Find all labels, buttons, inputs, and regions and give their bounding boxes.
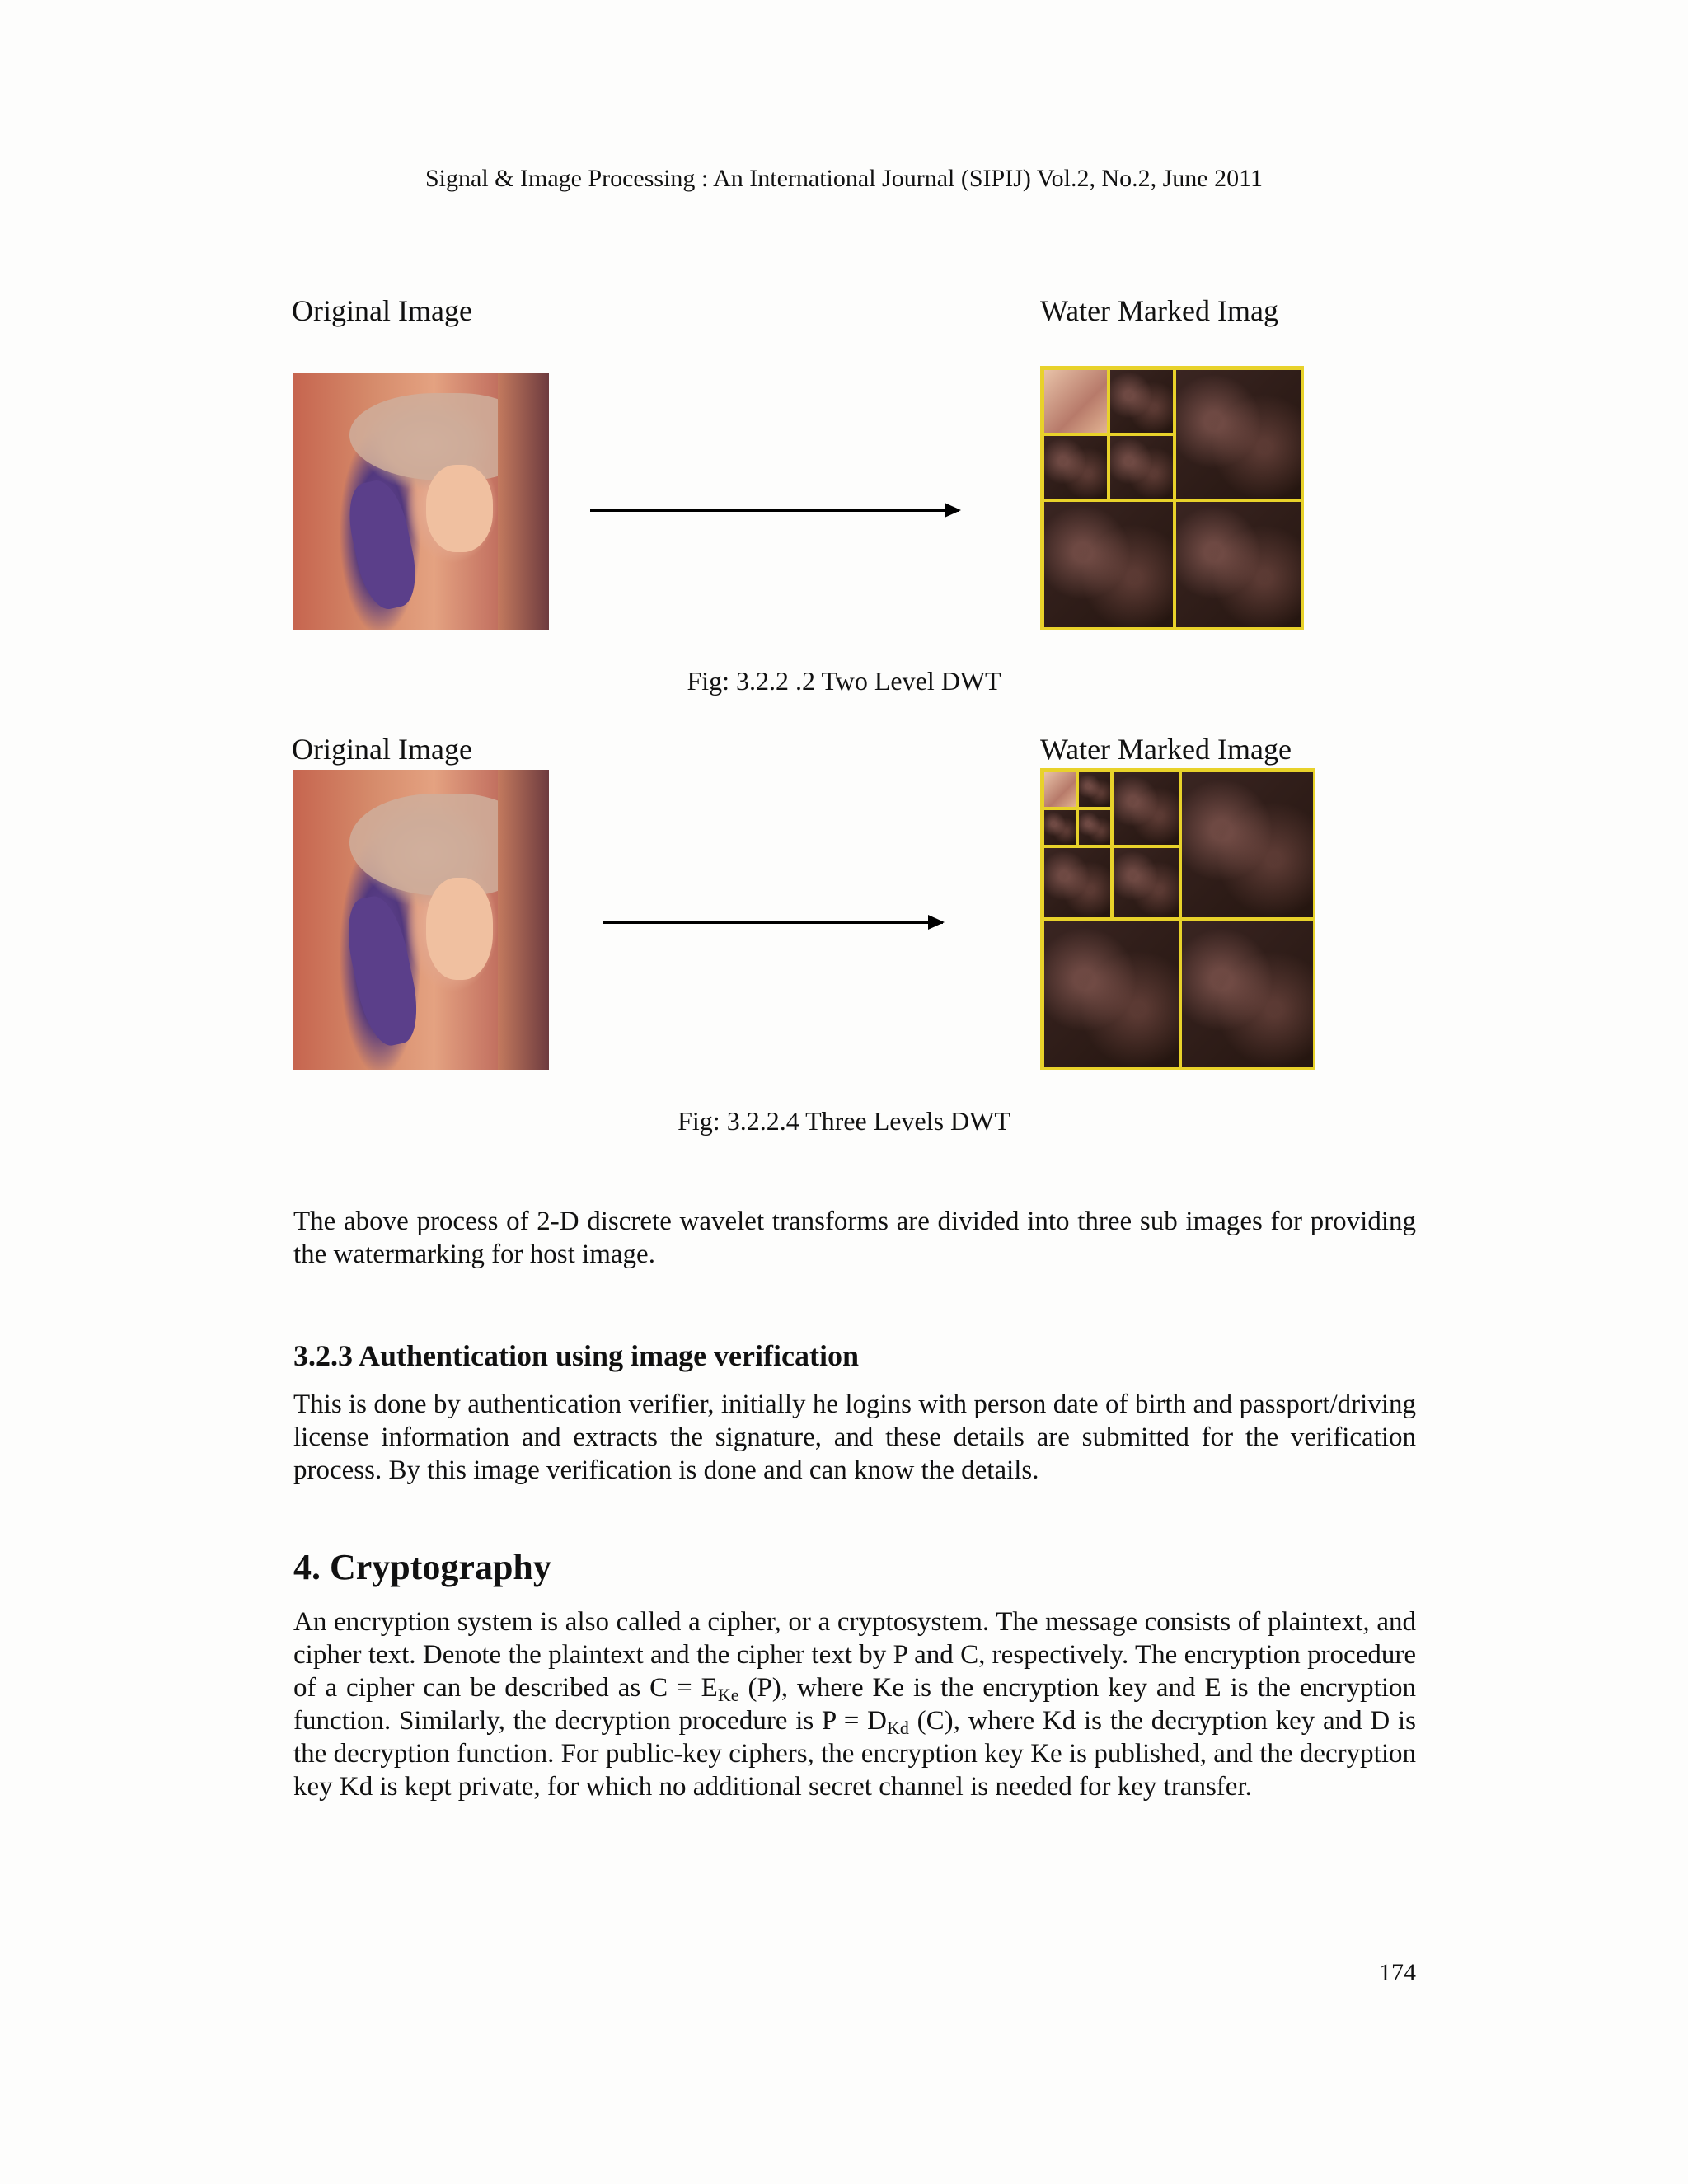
fig1-original-image: [293, 373, 549, 630]
fig2-dwt-image: [1040, 768, 1315, 1070]
subscript-kd: Kd: [886, 1718, 909, 1738]
fig2-arrow: [603, 921, 943, 924]
subscript-ke: Ke: [717, 1685, 739, 1705]
page-number: 174: [1379, 1959, 1416, 1986]
fig2-caption: Fig: 3.2.2.4 Three Levels DWT: [678, 1106, 1010, 1136]
section-heading-3-2-3: 3.2.3 Authentication using image verification: [293, 1339, 859, 1372]
fig1-dwt-image: [1040, 366, 1304, 630]
fig1-watermarked-label: Water Marked Imag: [1040, 294, 1278, 327]
paragraph-authentication: This is done by authentication verifier, initially he logins with person date of birth and passport/driving license information and extracts the signature, and these details are submitted for the verification process. By this image verification is done and can know the details.: [293, 1390, 1416, 1485]
section-heading-4: 4. Cryptography: [293, 1547, 551, 1587]
fig1-caption: Fig: 3.2.2 .2 Two Level DWT: [687, 666, 1001, 696]
fig2-watermarked-label: Water Marked Image: [1040, 733, 1292, 766]
fig1-original-label: Original Image: [292, 294, 472, 327]
running-header: Signal & Image Processing : An International Journal (SIPIJ) Vol.2, No.2, June 2011: [424, 165, 1263, 192]
fig1-arrow: [590, 509, 959, 512]
paragraph-dwt-summary: The above process of 2-D discrete wavelet transforms are divided into three sub images for providing the watermarking for host image.: [293, 1207, 1416, 1269]
fig2-original-label: Original Image: [292, 733, 472, 766]
fig2-original-image: [293, 770, 549, 1070]
paragraph-cryptography: An encryption system is also called a cipher, or a cryptosystem. The message consists of plaintext, and cipher text. Denote the plaintext and the cipher text by P and C, respectively. The encryption procedure of a cipher can be described as $C = E_{Ke}$ (P), where Ke is the encryption key and E is the encryption function. Similarly, the decryption procedure is $P = D_{Kd}$ (C), where Kd is the decryption key and D is the decryption function. For public-key ciphers, the encryption key Ke is published, and the decryption key Kd is kept private, for which no additional secret channel is needed for key transfer.: [293, 1607, 1416, 1802]
